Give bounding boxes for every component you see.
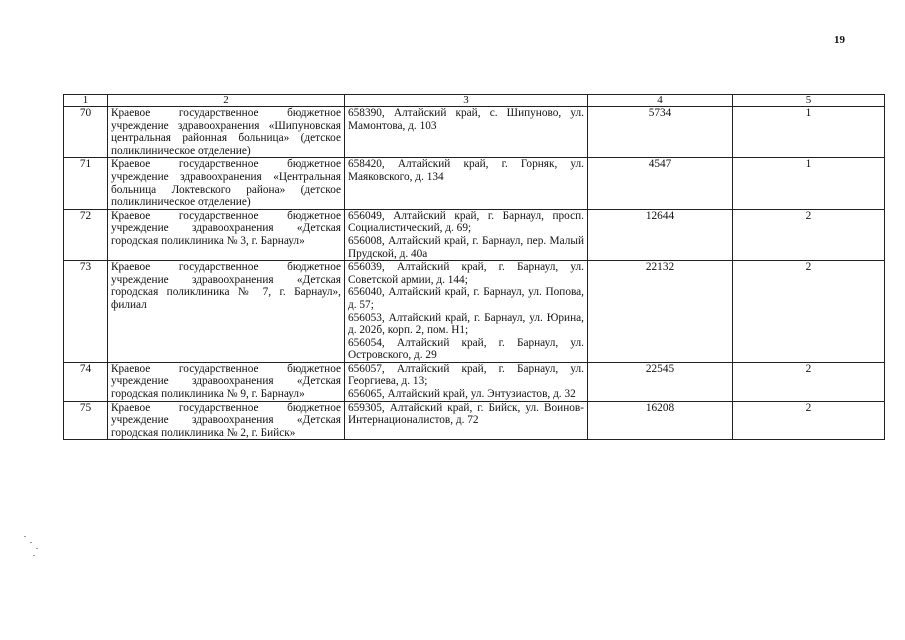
unit-quantity: 2 (733, 362, 885, 401)
population-count: 22132 (588, 261, 733, 363)
address-line: 658390, Алтайский край, с. Шипуново, ул. Мамонтова, д. 103 (348, 107, 584, 132)
unit-quantity: 2 (733, 209, 885, 260)
address-line: 659305, Алтайский край, г. Бийск, ул. Воинов-Интернационалистов, д. 72 (348, 401, 584, 427)
column-header: 1 (64, 95, 108, 107)
address-line: 656039, Алтайский край, г. Барнаул, ул. Советской армии, д. 144; (348, 261, 584, 286)
address-line: 656054, Алтайский край, г. Барнаул, ул. Островского, д. 29 (348, 336, 584, 362)
unit-quantity: 2 (733, 261, 885, 363)
institution-address (345, 261, 588, 363)
table-body (64, 107, 885, 440)
table-row (64, 261, 885, 363)
row-number: 73 (64, 261, 108, 363)
table-row (64, 401, 885, 440)
institution-address (345, 158, 588, 209)
population-count: 12644 (588, 209, 733, 260)
column-header: 4 (588, 95, 733, 107)
institution-name: Краевое государственное бюджетное учреждение здравоохранения «Детская городская поликлиника № 2, г. Бийск» (108, 401, 345, 440)
address-line: 656065, Алтайский край, ул. Энтузиастов, д. 32 (348, 388, 576, 401)
table-row (64, 209, 885, 260)
institutions-table (63, 94, 885, 440)
institution-address (345, 401, 588, 440)
column-header: 5 (733, 95, 885, 107)
institution-address (345, 107, 588, 158)
address-line: 656057, Алтайский край, г. Барнаул, ул. Георгиева, д. 13; (348, 362, 584, 388)
row-number: 71 (64, 158, 108, 209)
population-count: 4547 (588, 158, 733, 209)
institution-name: Краевое государственное бюджетное учреждение здравоохранения «Детская городская поликлиника № 3, г. Барнаул» (108, 209, 345, 260)
institution-name: Краевое государственное бюджетное учреждение здравоохранения «Центральная больница Локтевского района» (детское поликлиническое отделение) (108, 158, 345, 209)
column-header: 2 (108, 95, 345, 107)
unit-quantity: 1 (733, 107, 885, 158)
row-number: 70 (64, 107, 108, 158)
column-number-row (64, 95, 885, 107)
population-count: 16208 (588, 401, 733, 440)
unit-quantity: 2 (733, 401, 885, 440)
row-number: 74 (64, 362, 108, 401)
unit-quantity: 1 (733, 158, 885, 209)
column-header: 3 (345, 95, 588, 107)
scan-speck (30, 542, 32, 543)
address-line: 656008, Алтайский край, г. Барнаул, пер. Малый Прудской, д. 40а (348, 234, 584, 260)
table-row (64, 362, 885, 401)
address-line: 658420, Алтайский край, г. Горняк, ул. Маяковского, д. 134 (348, 158, 584, 183)
address-line: 656040, Алтайский край, г. Барнаул, ул. Попова, д. 57; (348, 286, 584, 311)
institution-name: Краевое государственное бюджетное учреждение здравоохранения «Детская городская поликлиника № 7, г. Барнаул», филиал (108, 261, 345, 363)
scan-speck (36, 548, 38, 549)
row-number: 72 (64, 209, 108, 260)
institution-name: Краевое государственное бюджетное учреждение здравоохранения «Шипуновская центральная районная больница» (детское поликлиническое отделение) (108, 107, 345, 158)
page-number: 19 (834, 34, 845, 46)
institution-address (345, 362, 588, 401)
population-count: 22545 (588, 362, 733, 401)
address-line: 656053, Алтайский край, г. Барнаул, ул. Юрина, д. 202б, корп. 2, пом. Н1; (348, 311, 584, 337)
table-row (64, 107, 885, 158)
row-number: 75 (64, 401, 108, 440)
scan-speck (24, 536, 26, 537)
institution-address (345, 209, 588, 260)
address-line: 656049, Алтайский край, г. Барнаул, просп. Социалистический, д. 69; (348, 209, 584, 235)
table-row (64, 158, 885, 209)
scan-speck (33, 555, 35, 556)
population-count: 5734 (588, 107, 733, 158)
institution-name: Краевое государственное бюджетное учреждение здравоохранения «Детская городская поликлиника № 9, г. Барнаул» (108, 362, 345, 401)
